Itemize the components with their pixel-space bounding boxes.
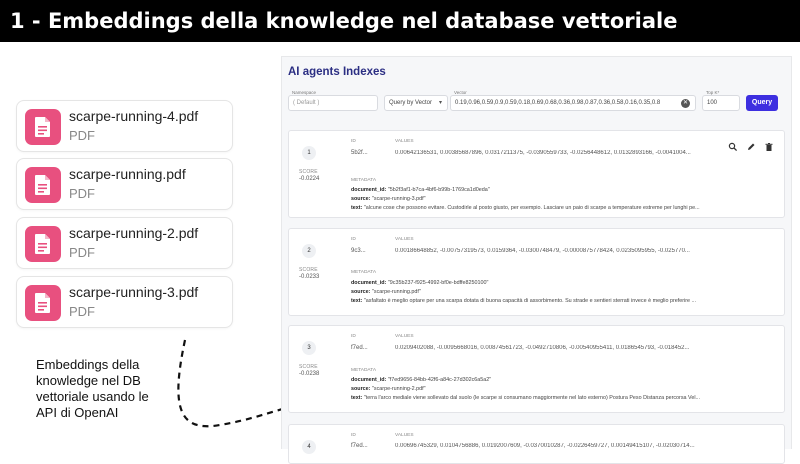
metadata-label: METADATA	[351, 178, 377, 183]
file-name: scarpe-running-3.pdf	[69, 284, 199, 300]
score-value: -0.0238	[299, 371, 320, 377]
panel-title: AI agents Indexes	[288, 66, 386, 78]
values-label: VALUES	[395, 433, 414, 438]
result-card	[288, 424, 785, 464]
slide-title: 1 - Embeddings della knowledge nel database vettoriale	[0, 0, 800, 42]
result-rank: 3	[302, 341, 316, 355]
query-mode-select[interactable]	[384, 95, 448, 111]
id-label: ID	[351, 433, 356, 438]
result-card	[288, 130, 785, 218]
id-label: ID	[351, 237, 356, 242]
pinecone-index-panel	[281, 56, 792, 449]
caption-text: Embeddings della knowledge nel DB vettoriale usando le API di OpenAI	[36, 357, 149, 420]
metadata-source: source: "scarpe-running-3.pdf"	[351, 196, 426, 202]
values-label: VALUES	[395, 237, 414, 242]
result-values: 0.00696745329, 0.0104756886, 0.0192007609, -0.0370010287, -0.0226459727, 0.00149415107, -0.02030714...	[395, 443, 695, 449]
query-button[interactable]: Query	[746, 95, 778, 111]
result-card	[288, 325, 785, 413]
result-id: 5b2f...	[351, 150, 368, 156]
file-type: PDF	[69, 128, 95, 143]
metadata-label: METADATA	[351, 368, 377, 373]
result-values: 0.0209402088, -0.0095668016, 0.00874561723, -0.0492710806, -0.00540955411, 0.0186545793, -0.018452...	[395, 345, 690, 351]
result-rank: 1	[302, 146, 316, 160]
delete-icon[interactable]	[764, 139, 774, 149]
result-rank: 4	[302, 440, 316, 454]
result-values: 0.00642136531, 0.00385687896, 0.0317211375, -0.0390559733, -0.0256448612, 0.0132893166, -0.0041004...	[395, 150, 691, 156]
topk-label: Top K*	[706, 90, 720, 95]
vector-label: Vector	[454, 90, 467, 95]
file-name: scarpe-running.pdf	[69, 166, 186, 182]
metadata-document-id: document_id: "9c35b237-f925-4992-bf0e-bdffe8250100"	[351, 280, 489, 286]
metadata-source: source: "scarpe-running.pdf"	[351, 289, 421, 295]
score-value: -0.0233	[299, 274, 320, 280]
result-card	[288, 228, 785, 316]
id-label: ID	[351, 334, 356, 339]
topk-input[interactable]: 100	[702, 95, 740, 111]
metadata-text: text: "terra l'arco mediale viene sollevato dal suolo (le scarpe si consumano maggiormente nel lato esterno) Postura Peso Distanza percorsa Vel...	[351, 395, 701, 401]
query-mode-value: Query by Vector	[389, 100, 433, 106]
result-id: f7ed...	[351, 443, 368, 449]
metadata-document-id: document_id: "5b2f3af1-b7ca-4bf6-b99b-1769ca1d0eda"	[351, 187, 490, 193]
metadata-source: source: "scarpe-running-2.pdf"	[351, 386, 426, 392]
clear-icon[interactable]: ✕	[682, 100, 689, 106]
metadata-document-id: document_id: "f7ed9656-84bb-42f6-a84c-27d302c6a5a2"	[351, 377, 492, 383]
namespace-input[interactable]: ( Default )	[288, 95, 378, 111]
file-type: PDF	[69, 186, 95, 201]
result-id: f7ed...	[351, 345, 368, 351]
file-name: scarpe-running-2.pdf	[69, 225, 199, 241]
search-icon[interactable]	[728, 139, 738, 149]
result-id: 9c3...	[351, 248, 366, 254]
metadata-text: text: "asfaltato è meglio optare per una scarpa dotata di buona capacità di assorbimento. Su strade e sentieri sterrati invece è meglio preferire ...	[351, 298, 697, 304]
score-value: -0.0224	[299, 176, 320, 182]
result-actions	[728, 139, 776, 149]
edit-icon[interactable]	[746, 139, 756, 149]
id-label: ID	[351, 139, 356, 144]
vector-value: 0.19,0.96,0.59,0.9,0.59,0.18,0.69,0.68,0.36,0.98,0.87,0.36,0.58,0.16,0.35,0.8	[455, 100, 661, 106]
values-label: VALUES	[395, 139, 414, 144]
result-rank: 2	[302, 244, 316, 258]
metadata-label: METADATA	[351, 270, 377, 275]
chevron-down-icon: ▾	[438, 100, 442, 106]
values-label: VALUES	[395, 334, 414, 339]
namespace-label: Namespace	[292, 90, 317, 95]
file-type: PDF	[69, 304, 95, 319]
file-name: scarpe-running-4.pdf	[69, 108, 199, 124]
file-type: PDF	[69, 245, 95, 260]
vector-input[interactable]	[450, 95, 696, 111]
score-label: SCORE	[299, 267, 318, 273]
score-label: SCORE	[299, 169, 318, 175]
score-label: SCORE	[299, 364, 318, 370]
result-values: 0.00186648852, -0.00757319573, 0.0159364, -0.0300748479, -0.0000875778424, 0.0235095955, -0.025770...	[395, 248, 690, 254]
metadata-text: text: "alcune cose che possono evitare. Custodirle al posto giusto, per esempio. Lasciare un paio di scarpe a temperature estreme per lunghi pe...	[351, 205, 700, 211]
